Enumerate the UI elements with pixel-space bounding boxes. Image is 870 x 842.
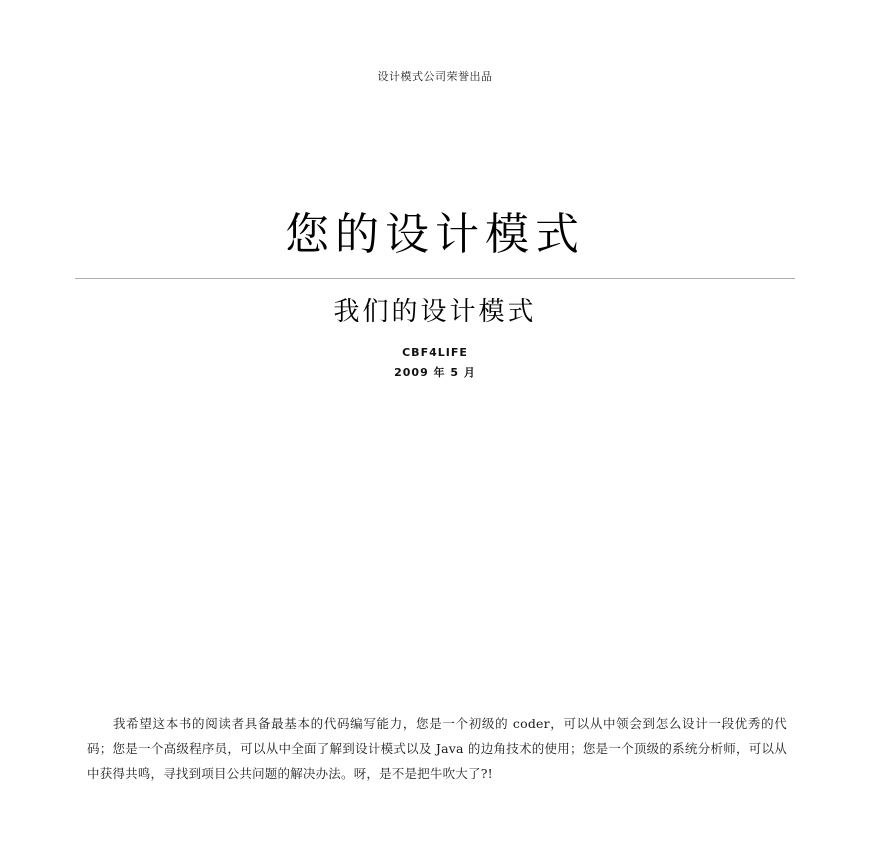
page-subtitle: 我们的设计模式 (333, 297, 537, 328)
page-title: 您的设计模式 (285, 209, 585, 260)
publication-date: 2009 年 5 月 (394, 366, 476, 380)
title-block (75, 205, 795, 328)
header-note: 设计模式公司荣誉出品 (377, 70, 493, 83)
byline-block (75, 343, 795, 384)
author-name: CBF4LIFE (402, 346, 468, 359)
intro-paragraph: 我希望这本书的阅读者具备最基本的代码编写能力，您是一个初级的 coder，可以从中领会到怎么设计一段优秀的代码；您是一个高级程序员，可以从中全面了解到设计模式以及 Java 的边角技术的使用；您是一个顶级的系统分析师，可以从中获得共鸣，寻找到项目公共问题的解决办法。呀，是不是把牛吹大了?! (87, 715, 787, 781)
page-content-area (75, 0, 795, 842)
